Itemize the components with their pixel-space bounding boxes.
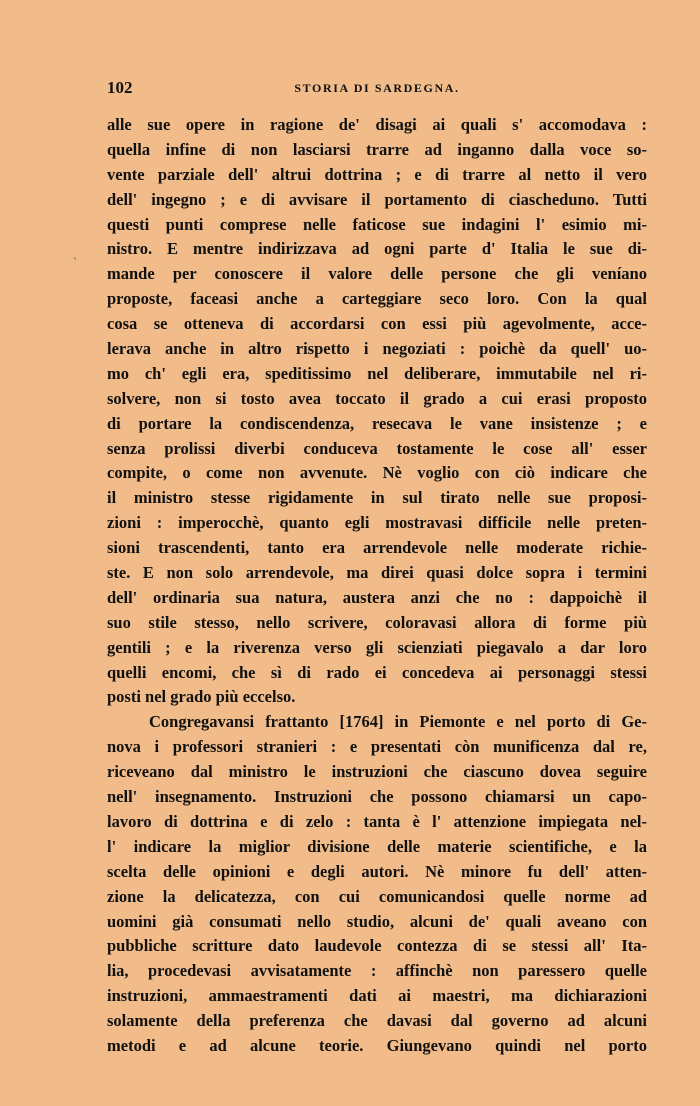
text-line: nell' insegnamento. Instruzioni che possono chiamarsi un capo- [107, 787, 647, 807]
stray-ink-mark: ` [73, 258, 78, 269]
text-line: cosa se otteneva di accordarsi con essi più agevolmente, acce- [107, 314, 647, 334]
text-line: instruzioni, ammaestramenti dati ai maestri, ma dichiarazioni [107, 986, 647, 1006]
page-number: 102 [107, 78, 133, 97]
text-line: dell' ordinaria sua natura, austera anzi che no : dappoichè il [107, 587, 647, 607]
text-line: vente parziale dell' altrui dottrina ; e di trarre al netto il vero [107, 164, 647, 184]
text-line: quelli encomi, che sì di rado ei concedeva ai personaggi stessi [107, 662, 647, 682]
scan-watermark [500, 1086, 620, 1106]
text-line: alle sue opere in ragione de' disagi ai quali s' accomodava : [107, 115, 647, 134]
text-line: gentili ; e la riverenza verso gli scienziati piegavalo a dar loro [107, 637, 647, 657]
text-line: mande per conoscere il valore delle persone che gli veníano [107, 264, 647, 284]
text-line: zione la delicatezza, con cui comunicandosi quelle norme ad [107, 886, 647, 906]
text-line: il ministro stesse rigidamente in sul tirato nelle sue proposi- [107, 488, 647, 508]
text-line: solvere, non si tosto avea toccato il grado a cui erasi proposto [107, 388, 647, 408]
text-line: nova i professori stranieri : e presentati còn munificenza dal re, [107, 737, 647, 757]
text-line: di portare la condiscendenza, resecava le vane insistenze ; e [107, 413, 647, 433]
text-line: lavoro di dottrina e di zelo : tanta è l' attenzione impiegata nel- [107, 811, 647, 831]
text-line: nistro. E mentre indirizzava ad ogni parte d' Italia le sue di- [107, 239, 647, 259]
text-line: mo ch' egli era, speditissimo nel deliberare, immutabile nel ri- [107, 363, 647, 383]
text-line: senza prolissi diverbi conduceva tostamente le cose all' esser [107, 438, 647, 458]
page-header [107, 78, 647, 100]
text-line: suo stile stesso, nello scrivere, coloravasi allora di forme più [107, 612, 647, 632]
text-line: posti nel grado più eccelso. [107, 687, 296, 707]
text-line: lia, procedevasi avvisatamente : affinchè non paressero quelle [107, 961, 647, 981]
text-line: ste. E non solo arrendevole, ma direi quasi dolce sopra i termini [107, 563, 647, 583]
text-line: compite, o come non avvenute. Nè voglio con ciò indicare che [107, 463, 647, 483]
text-line: uomini già consumati nello studio, alcuni de' quali aveano con [107, 911, 647, 931]
text-line: lerava anche in altro rispetto i negoziati : poichè da quell' uo- [107, 339, 647, 359]
text-line: sioni trascendenti, tanto era arrendevole nelle moderate richie- [107, 538, 647, 558]
text-line: questi punti comprese nelle faticose sue indagini l' esimio mi- [107, 214, 647, 234]
text-line: scelta delle opinioni e degli autori. Nè minore fu dell' atten- [107, 861, 647, 881]
text-line: solamente della preferenza che davasi dal governo ad alcuni [107, 1011, 647, 1031]
text-line: l' indicare la miglior divisione delle materie scientifiche, e la [107, 836, 647, 856]
text-line: dell' ingegno ; e di avvisare il portamento di ciascheduno. Tutti [107, 189, 647, 209]
text-line: metodi e ad alcune teorie. Giungevano quindi nel porto [107, 1035, 647, 1055]
text-line: pubbliche scritture dato laudevole contezza di se stessi all' Ita- [107, 936, 647, 956]
running-title: STORIA DI SARDEGNA. [294, 81, 460, 95]
body-text [107, 113, 647, 1059]
text-line: Congregavansi frattanto [1764] in Piemonte e nel porto di Ge- [149, 712, 647, 732]
text-line: quella infine di non lasciarsi trarre ad inganno dalla voce so- [107, 139, 647, 159]
text-line: zioni : imperocchè, quanto egli mostravasi difficile nelle preten- [107, 513, 647, 533]
text-line: proposte, faceasi anche a carteggiare seco loro. Con la qual [107, 289, 647, 309]
text-line: riceveano dal ministro le instruzioni che ciascuno dovea seguire [107, 762, 647, 782]
